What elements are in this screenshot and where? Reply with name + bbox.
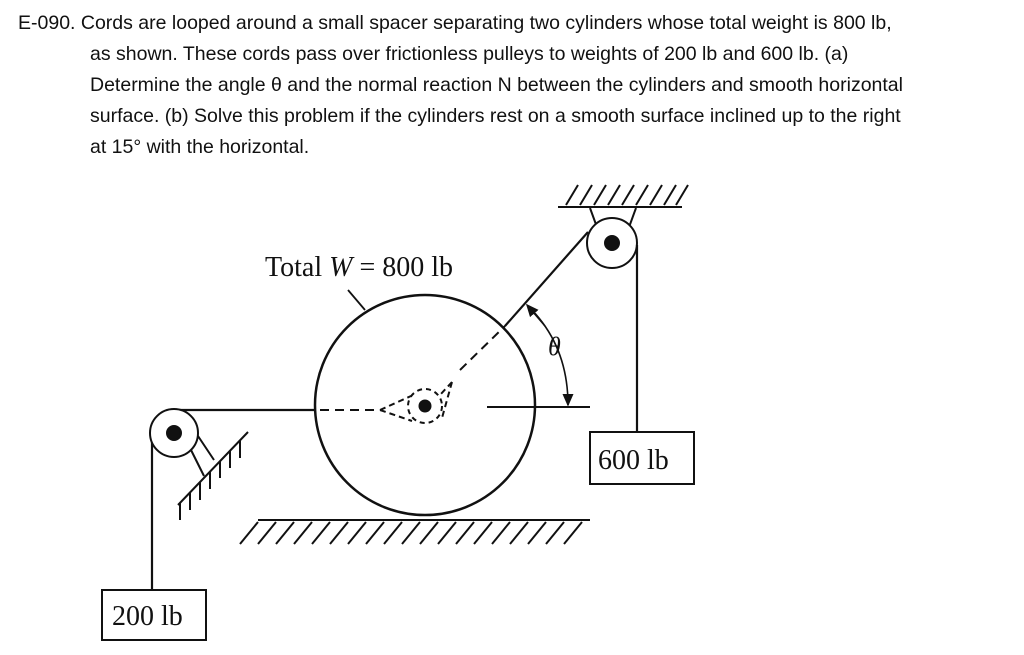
- weight-600-label: 600 lb: [598, 445, 669, 476]
- problem-number: E-090.: [18, 12, 76, 34]
- total-weight-suffix: = 800 lb: [352, 252, 454, 283]
- theta-arc-start: [527, 305, 545, 326]
- weight-200-label: 200 lb: [112, 601, 183, 632]
- problem-line-2: as shown. These cords pass over frictionless pulleys to weights of 200 lb and 600 lb. (a): [90, 43, 849, 65]
- top-pulley: [587, 208, 637, 268]
- problem-line-4: surface. (b) Solve this problem if the cylinders rest on a smooth surface inclined up to the right: [90, 105, 901, 127]
- ceiling-support: [558, 185, 688, 207]
- ground: [240, 520, 590, 544]
- total-weight-label: [265, 252, 453, 283]
- cylinder: [315, 295, 535, 515]
- left-pulley: [150, 409, 198, 457]
- problem-line-5: at 15° with the horizontal.: [90, 136, 310, 158]
- total-weight-prefix: Total: [265, 252, 330, 283]
- weight-leader-line: [348, 290, 365, 310]
- total-weight-var: W: [329, 252, 353, 283]
- problem-line-1: Cords are looped around a small spacer separating two cylinders whose total weight is 800 lb,: [80, 12, 892, 34]
- problem-line-3: Determine the angle θ and the normal reaction N between the cylinders and smooth horizontal: [90, 74, 903, 96]
- theta-label: θ: [548, 332, 561, 361]
